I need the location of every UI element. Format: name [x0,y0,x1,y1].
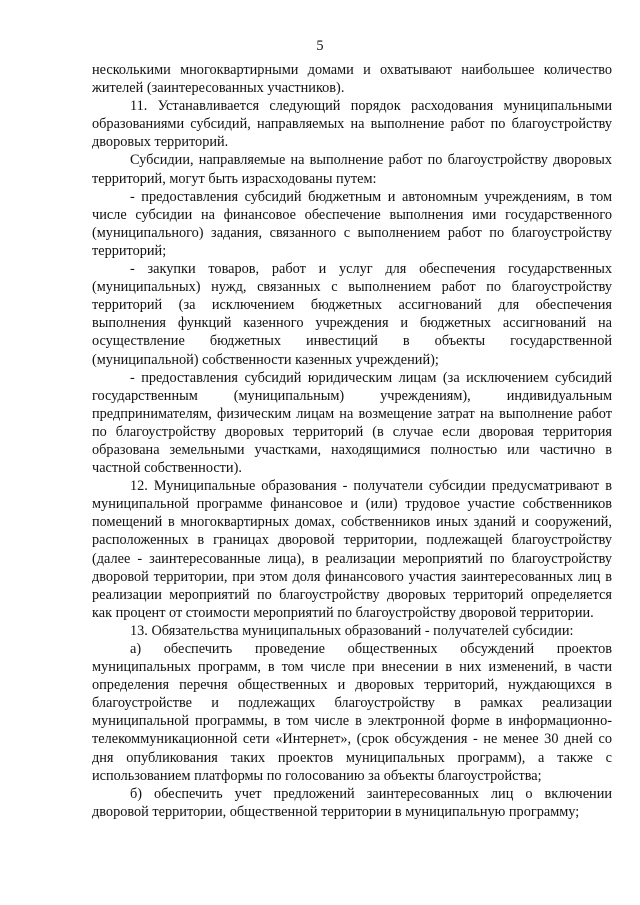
paragraph-item-12: 12. Муниципальные образования - получатели субсидии предусматривают в муниципальной программе финансовое и (или) трудовое участие собственников помещений в многоквартирных домах, собственников иных зданий и сооружений, расположенных в границах дворовой территории, подлежащей благоустройству (далее - заинтересованные лица), в реализации мероприятий по благоустройству дворовой территории, при этом доля финансового участия заинтересованных лиц в реализации мероприятий по благоустройству дворовых территорий определяется как процент от стоимости мероприятий по благоустройству дворовой территории. [92,478,612,621]
paragraph-item-13a: а) обеспечить проведение общественных обсуждений проектов муниципальных программ, в том числе при внесении в них изменений, в части определения перечня общественных и дворовых территорий, нуждающихся в благоустройстве и подлежащих благоустройству в рамках реализации муниципальной программы, в том числе в электронной форме в информационно-телекоммуникационной сети «Интернет», (срок обсуждения - не менее 30 дней со дня опубликования таких проектов муниципальных программ), а также с использованием платформы по голосованию за объекты благоустройства; [92,641,612,784]
paragraph-item-11: 11. Устанавливается следующий порядок расходования муниципальными образованиями субсидий, направляемых на выполнение работ по благоустройству дворовых территорий. [92,98,612,151]
document-body [92,61,612,821]
paragraph-item-13: 13. Обязательства муниципальных образований - получателей субсидии: [130,622,574,639]
page-number: 5 [316,38,324,54]
paragraph-bullet-institutions: - предоставления субсидий бюджетным и автономным учреждениям, в том числе субсидии на финансовое обеспечение выполнения ими государственного (муниципального) задания, связанного с выполнением работ по благоустройству территорий; [92,188,612,259]
paragraph-bullet-procurement: - закупки товаров, работ и услуг для обеспечения государственных (муниципальных) нужд, связанных с выполнением работ по благоустройству территорий (за исключением бюджетных ассигнований для обеспечения выполнения функций казенного учреждения и бюджетных ассигнований на осуществление бюджетных инвестиций в объекты государственной (муниципальной) собственности казенных учреждений); [92,261,612,368]
paragraph-bullet-legal-entities: - предоставления субсидий юридическим лицам (за исключением субсидий государственным (муниципальным) учреждениям), индивидуальным предпринимателям, физическим лицам на возмещение затрат на выполнение работ по благоустройству дворовых территорий (в случае если дворовая территория образована земельными участками, находящимися полностью или частично в частной собственности). [92,369,612,477]
paragraph-item-13b: б) обеспечить учет предложений заинтересованных лиц о включении дворовой территории, общественной территории в муниципальную программу; [92,785,612,820]
paragraph-subsidies-intro: Субсидии, направляемые на выполнение работ по благоустройству дворовых территорий, могут быть израсходованы путем: [92,152,612,187]
paragraph-continuation: несколькими многоквартирными домами и охватывают наибольшее количество жителей (заинтересованных участников). [92,62,612,97]
